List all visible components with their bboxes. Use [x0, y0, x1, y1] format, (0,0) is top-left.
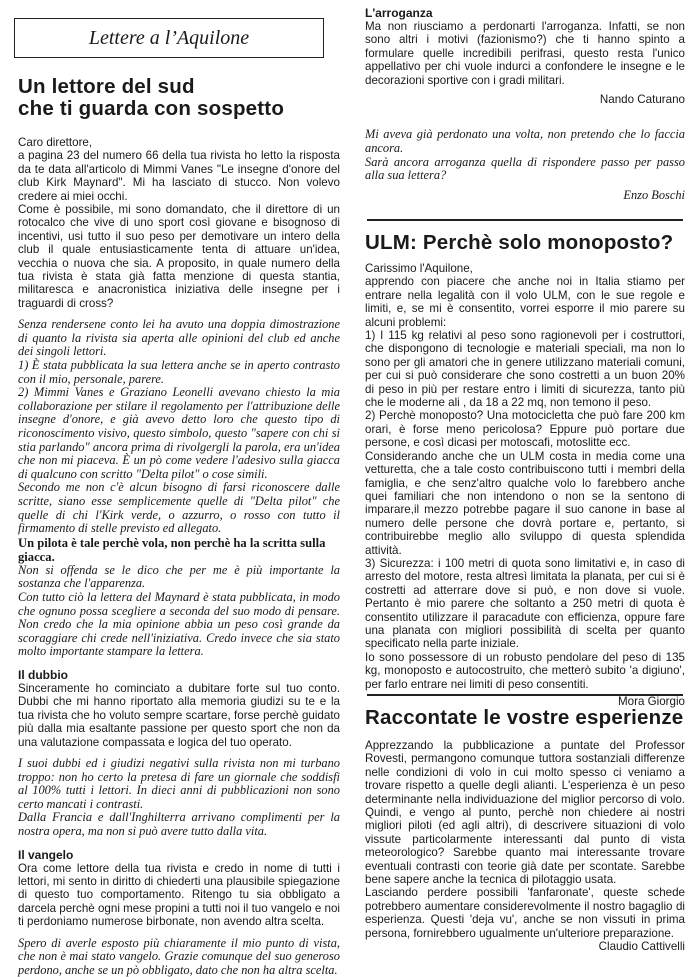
arroganza-reply-signature: Enzo Boschi — [623, 187, 685, 202]
letter1-body — [18, 136, 340, 977]
letter1-reply-4: Non si offenda se le dico che per me è più importante la sostanza che l'apparenza. — [18, 562, 340, 591]
dubbio-heading: Il dubbio — [18, 667, 68, 682]
arroganza-body: Ma non riusciamo a perdonarti l'arroganza. Infatti, se non sono altri i motivi (fazionismo?) che ti hanno spinto a formulare quelle incredibili perifrasi, questo resta l'unico appellativo per chi vuole indurci a confondere le insegne e le decorazioni sportive con i gradi militari. — [365, 20, 685, 87]
dubbio-reply-2: Dalla Francia e dall'Inghilterra arrivano complimenti per la nostra opera, ma non si può avere tutto dalla vita. — [18, 810, 340, 838]
letter1-title — [18, 76, 338, 120]
vangelo-heading: Il vangelo — [18, 847, 74, 862]
dubbio-body: Sinceramente ho cominciato a dubitare forte sul tuo conto. Dubbi che mi hanno riportato alla memoria giudizi su te e la tua rivista che ho voluto sempre scartare, forse perchè guidato più dalla mia esaltante passione per questo sport che non da una valutazione compassata e logica del tuo operato. — [18, 681, 340, 749]
esperienze-paragraph-2: Lasciando perdere possibili 'fanfaronate', queste schede potrebbero aumentare considerevolmente il nostro bagaglio di esperienza. Questi 'deja vu', anche se non vissuti in prima persona, fornirebbero ugualmente un'ulteriore preparazione. — [365, 886, 685, 940]
letter1-reply-intro: Senza rendersene conto lei ha avuto una doppia dimostrazione di quanto la rivista sia aperta alle opinioni del club ed anche dei singoli lettori. — [18, 317, 340, 359]
letter1-reply-2: 2) Mimmi Vanes e Graziano Leonelli avevano chiesto la mia collaborazione per stilare il regolamento per l'attribuzione delle insegne d'onore, e già avevo detto loro che questo tipo di riconoscimento visivo, questo simbolo, questo "sapere con chi si stia parlando" ancora prima di rivolgergli la parola, era un'idea che non mi piaceva. È un pò come vedere l'adesivo sulla giacca di qualcuno con scritto "Delta pilot" o cose simili. — [18, 385, 340, 481]
ulm-greeting: Carissimo l'Aquilone, — [365, 262, 473, 275]
letter1-paragraph-1: a pagina 23 del numero 66 della tua rivista ho letto la risposta da te data all'articolo di Mimmi Vanes "Le insegne d'onore del club Kirk Maynard". Mi ha lasciato di stucco. Non volevo credere ai miei occhi. — [18, 149, 340, 203]
ulm-signature: Mora Giorgio — [617, 695, 685, 708]
letter1-reply-3: Secondo me non c'è alcun bisogno di farsi riconoscere dalle scritte, siano esse semplicemente quelle di "Delta pilot" che quelle di chi l'Kirk verde, o azzurro, o rosso con tutto il firmamento di stelle previsto ed allegato. — [18, 480, 340, 536]
arroganza-reply-2: Sarà ancora arroganza quella di rispondere passo per passo alla sua lettera? — [365, 154, 685, 183]
section-divider-esperienze — [367, 694, 683, 696]
esperienze-signature: Claudio Cattivelli — [598, 940, 685, 954]
arroganza-heading: L'arroganza — [365, 6, 433, 20]
letter1-reply-bold: Un pilota è tale perchè vola, non perchè ha la scritta sulla giacca. — [18, 535, 326, 564]
ulm-paragraph-4: Considerando anche che un ULM costa in media come una vetturetta, che a tale costo contribuiscono tutti i membri della famiglia, e che senz'altro qualche volo lo farebbero anche quei familiari che non intendono o non se la sentono di imparare,il mezzo potrebbe pagare il suo canone in base al numero delle persone che dovrà portare e, pertanto, si contribuirebbe meglio allo sviluppo di questa splendida attività. — [365, 449, 685, 557]
column-title: Lettere a l’Aquilone — [88, 26, 250, 49]
column-title-box — [14, 18, 324, 58]
vangelo-body: Ora come lettore della tua rivista e credo in nome di tutti i lettori, mi sento in diritto di chiederti una plausibile spiegazione di questo tuo comportamento. Ritengo tu sia obbligato a darcela perchè ogni mese propini a tutti noi il tuo vangelo e noi ti perdoniamo numerose birbonate, non avendo altra scelta. — [18, 861, 340, 929]
ulm-section — [365, 232, 685, 708]
letter1-title-line-1: Un lettore del sud — [18, 75, 195, 98]
letter1-greeting: Caro direttore, — [18, 136, 93, 149]
letter1-title-line-2: che ti guarda con sospetto — [18, 97, 285, 120]
esperienze-section — [365, 707, 685, 954]
vangelo-reply: Spero di averle esposto più chiaramente il mio punto di vista, che non è mai stato vangelo. Grazie comunque del suo generoso perdono, anche se un pò obbligato, dato che non ha altra scelta. — [18, 935, 340, 977]
arroganza-section — [365, 6, 685, 202]
dubbio-reply: I suoi dubbi ed i giudizi negativi sulla rivista non mi turbano troppo: non ho certo la pretesa di fare un giornale che soddisfi al 100% tutti i lettori. In dieci anni di pubblicazioni non sono certo mancati i contrasti. — [18, 755, 340, 811]
letter1-reply-1: 1) È stata pubblicata la sua lettera anche se in aperto contrasto con il mio, personale, parere. — [18, 358, 340, 386]
ulm-paragraph-1: apprendo con piacere che anche noi in Italia stiamo per entrare nella legalità con il volo ULM, con le sue regole e limiti, e, se mi è consentito, vorrei esporre il mio parere su alcuni problemi: — [365, 275, 685, 329]
arroganza-reply: Mi aveva già perdonato una volta, non pretendo che lo faccia ancora. — [365, 127, 685, 156]
esperienze-title: Raccontate le vostre esperienze — [365, 706, 684, 729]
ulm-paragraph-6: Io sono possessore di un robusto pendolare del peso di 135 kg, monoposto e autocostruito, che metterò subito 'a digiuno', per farlo entrare nei limiti di peso consentiti. — [365, 650, 685, 691]
esperienze-paragraph-1: Apprezzando la pubblicazione a puntate del Professor Rovesti, permangono comunque tuttora sostanziali differenze nelle condizioni di volo in cui molto spesso ci veniamo a trovare rispetto a quelle degli alianti. L'esperienza è un peso determinante nella individuazione del miglior percorso di volo. Quindi, e vengo al punto, perchè non chiedere ai nostri migliori piloti (ed agli altri), di descrivere situazioni di volo vissute particolarmente interessanti dal punto di vista meteorologico? Sarebbe quanto mai interessante trovare eventuali contrasti con teorie già date per scontate. Sarebbe bene sapere anche la tecnica di pilotaggio usata. — [365, 739, 685, 887]
section-divider-ulm — [367, 219, 683, 221]
arroganza-signature: Nando Caturano — [599, 93, 685, 107]
ulm-paragraph-5: 3) Sicurezza: i 100 metri di quota sono limitativi e, in caso di arresto del motore, resta altresì limitata la planata, per cui si è costretti ad atterrare dove si può, e non dove si vuole. Pertanto è mio parere che soltanto a 250 metri di quota è consentito utilizzare il paracadute con efficienza, oppure fare una planata con migliori possibilità di scelta per quanto specificato nella parte iniziale. — [365, 556, 685, 651]
ulm-paragraph-2: 1) I 115 kg relativi al peso sono ragionevoli per i costruttori, che dispongono di tecnologie e materiali speciali, ma non lo sono per gli amatori che in genere utilizzano materiali comuni, per cui si può considerare che sono costretti a un buon 20% di peso in più per restare entro i limiti di sicurezza, tanto più che le moderne ali , da 18 a 22 mq, non temono il peso. — [365, 329, 685, 410]
ulm-title: ULM: Perchè solo monoposto? — [365, 231, 674, 254]
letter1-paragraph-2: Come è possibile, mi sono domandato, che il direttore di un rotocalco che vive di uno sport così giovane e bisognoso di incentivi, usi tutto il suo peso per demotivare un intero della club il quale entusiasticamente tenta di attuare un'idea, vecchia o nuova che sia. A proposito, in quale numero della tua rivista è stata già fatta menzione di questa stantia, militaresca e anacronistica iniziativa delle insegne per i traguardi di cross? — [18, 203, 340, 310]
letter1-reply-5: Con tutto ciò la lettera del Maynard è stata pubblicata, in modo che ognuno possa scegliere a seconda del suo modo di pensare. Non credo che la mia opinione abbia un peso così grande da scoraggiare chi crede nell'iniziativa. Credo invece che sia stato molto importante stampare la lettera. — [18, 589, 340, 659]
ulm-paragraph-3: 2) Perchè monoposto? Una motocicletta che può fare 200 km orari, è forse meno pericolosa? Eppure può portare due persone, e così dicasi per motoscafi, motoslitte ecc. — [365, 409, 685, 450]
